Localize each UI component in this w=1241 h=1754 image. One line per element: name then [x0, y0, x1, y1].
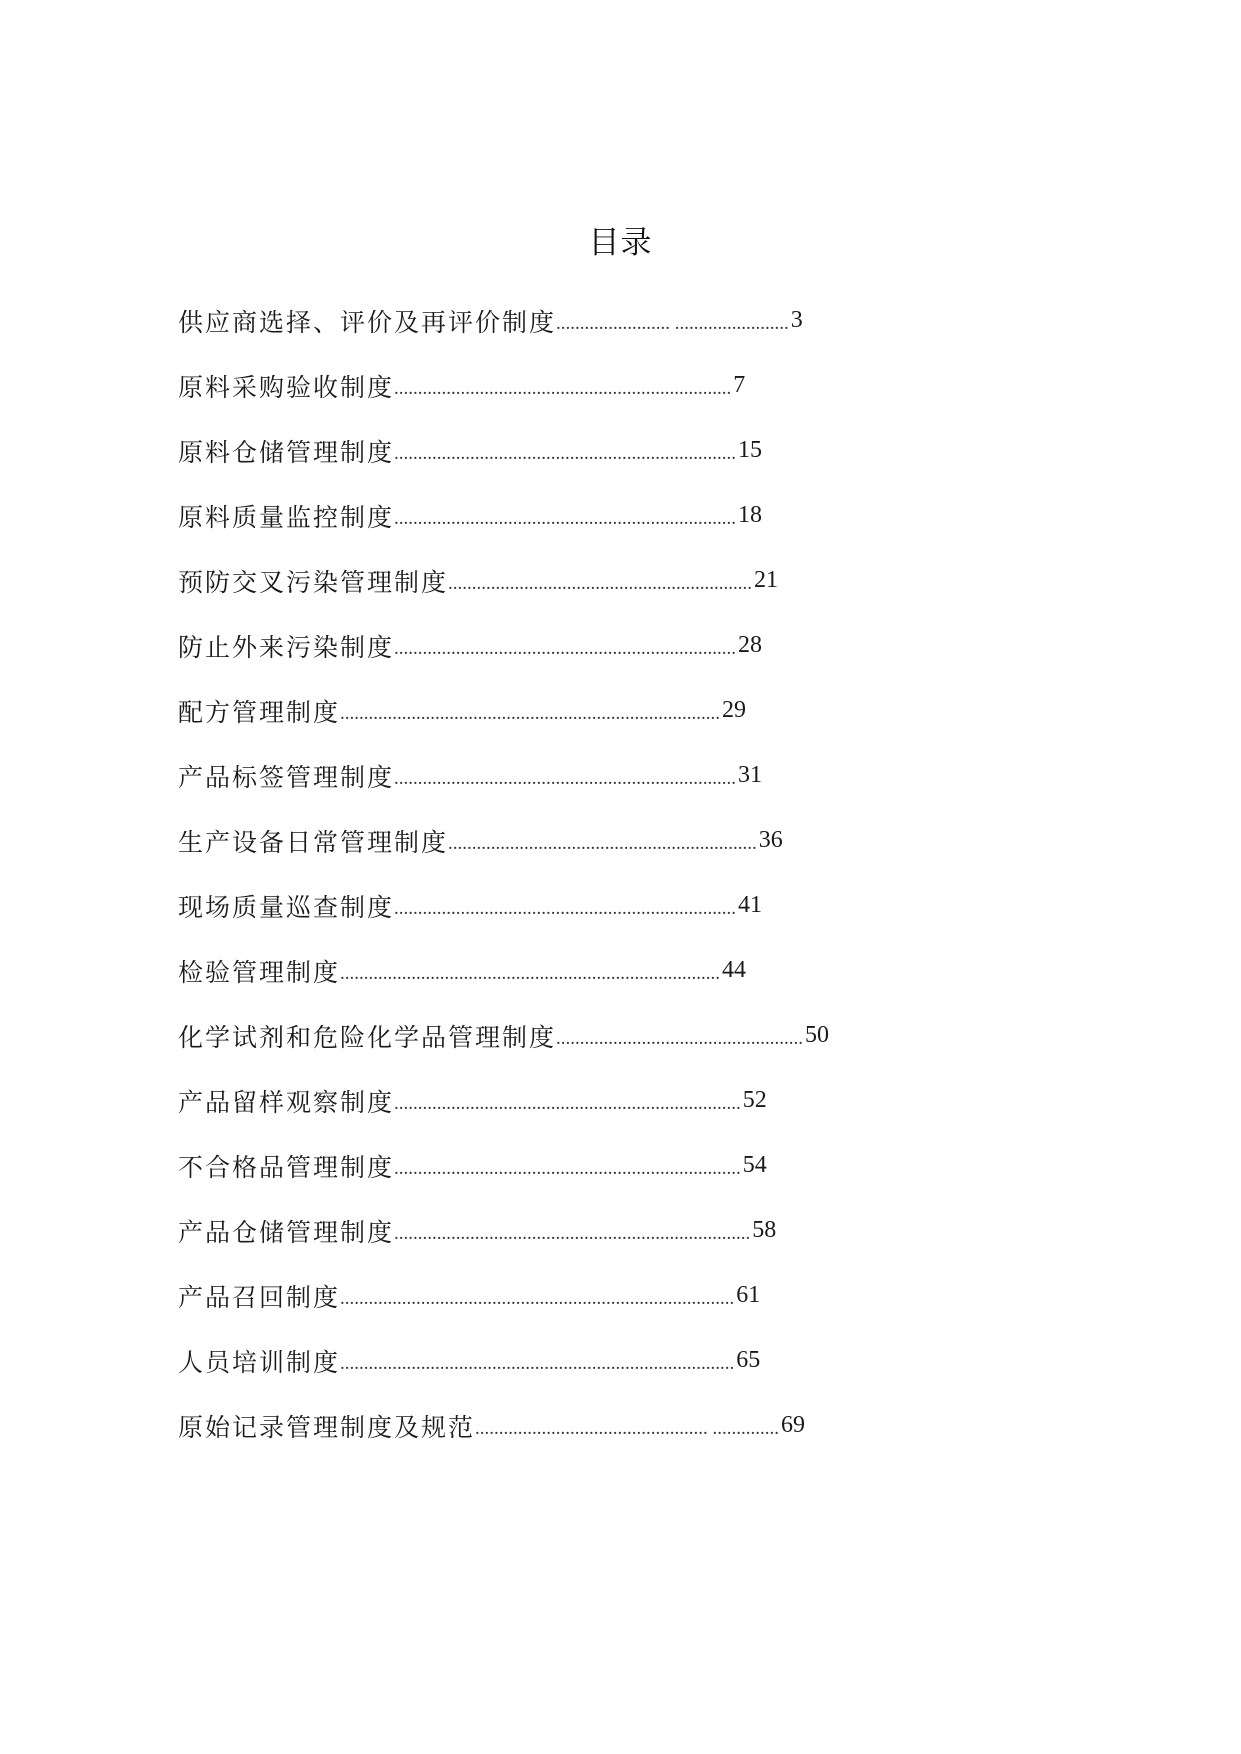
toc-dot-leader: ................................................................................... — [340, 1287, 735, 1309]
toc-entry — [178, 548, 1038, 613]
toc-entry — [178, 1003, 1038, 1068]
toc-entry — [178, 808, 1038, 873]
toc-list — [178, 288, 1038, 1458]
toc-dot-leader: ........................................................................... — [394, 1222, 751, 1244]
toc-dot-leader: ........................ ........................ — [556, 312, 789, 334]
toc-entry-title: 产品标签管理制度 — [178, 762, 395, 792]
toc-entry-title: 化学试剂和危险化学品管理制度 — [178, 1022, 557, 1052]
toc-entry-title: 不合格品管理制度 — [178, 1152, 395, 1182]
toc-page-number: 15 — [738, 437, 763, 463]
toc-entry-title: 产品留样观察制度 — [178, 1087, 395, 1117]
toc-page-number: 54 — [742, 1152, 767, 1178]
toc-entry — [178, 1068, 1038, 1133]
toc-entry-title: 产品召回制度 — [178, 1282, 341, 1312]
toc-entry — [178, 873, 1038, 938]
toc-entry — [178, 613, 1038, 678]
toc-dot-leader: ................................................................................ — [340, 962, 721, 984]
toc-page-number: 69 — [781, 1412, 806, 1438]
toc-dot-leader: ........................................................................ — [394, 507, 737, 529]
toc-entry — [178, 1393, 1038, 1458]
toc-page-number: 18 — [738, 502, 763, 528]
toc-page-number: 44 — [722, 957, 747, 983]
toc-page-number: 58 — [752, 1217, 777, 1243]
toc-entry-title: 原料仓储管理制度 — [178, 437, 395, 467]
toc-dot-leader: ................................................................. — [448, 832, 757, 854]
toc-entry — [178, 1328, 1038, 1393]
toc-entry — [178, 1133, 1038, 1198]
toc-dot-leader: ................................................................................... — [340, 1352, 735, 1374]
toc-dot-leader: .................................................... — [556, 1027, 804, 1049]
toc-page-number: 52 — [742, 1087, 767, 1113]
page-title: 目录 — [588, 225, 653, 261]
toc-dot-leader: ......................................................................... — [394, 1157, 741, 1179]
toc-dot-leader: ........................................................................ — [394, 637, 737, 659]
toc-page-number: 21 — [754, 567, 779, 593]
toc-entry-title: 原料质量监控制度 — [178, 502, 395, 532]
toc-entry-title: 原始记录管理制度及规范 — [178, 1412, 476, 1442]
toc-page-number: 3 — [790, 307, 803, 333]
toc-page-number: 61 — [736, 1282, 761, 1308]
toc-entry — [178, 743, 1038, 808]
toc-entry — [178, 483, 1038, 548]
toc-dot-leader: ................................................. .............. — [475, 1417, 780, 1439]
toc-entry-title: 检验管理制度 — [178, 957, 341, 987]
toc-page-number: 50 — [805, 1022, 830, 1048]
toc-entry — [178, 418, 1038, 483]
toc-entry-title: 预防交叉污染管理制度 — [178, 567, 449, 597]
toc-entry-title: 配方管理制度 — [178, 697, 341, 727]
toc-dot-leader: ......................................................................... — [394, 1092, 741, 1114]
toc-page-number: 65 — [736, 1347, 761, 1373]
toc-page-number: 41 — [738, 892, 763, 918]
toc-page-number: 7 — [733, 372, 746, 398]
toc-dot-leader: ........................................................................ — [394, 442, 737, 464]
toc-dot-leader: ................................................................ — [448, 572, 753, 594]
toc-entry-title: 原料采购验收制度 — [178, 372, 395, 402]
toc-entry-title: 防止外来污染制度 — [178, 632, 395, 662]
toc-entry — [178, 1198, 1038, 1263]
toc-entry — [178, 353, 1038, 418]
toc-dot-leader: ........................................................................ — [394, 767, 737, 789]
toc-entry — [178, 678, 1038, 743]
toc-entry-title: 生产设备日常管理制度 — [178, 827, 449, 857]
toc-dot-leader: ........................................................................ — [394, 897, 737, 919]
toc-dot-leader: ....................................................................... — [394, 377, 732, 399]
toc-entry-title: 供应商选择、评价及再评价制度 — [178, 307, 557, 337]
toc-entry — [178, 938, 1038, 1003]
toc-dot-leader: ................................................................................ — [340, 702, 721, 724]
toc-entry-title: 人员培训制度 — [178, 1347, 341, 1377]
toc-entry — [178, 1263, 1038, 1328]
toc-page-number: 28 — [738, 632, 763, 658]
toc-entry-title: 产品仓储管理制度 — [178, 1217, 395, 1247]
toc-page-number: 29 — [722, 697, 747, 723]
toc-entry — [178, 288, 1038, 353]
toc-entry-title: 现场质量巡查制度 — [178, 892, 395, 922]
toc-page-number: 31 — [738, 762, 763, 788]
toc-page-number: 36 — [758, 827, 783, 853]
